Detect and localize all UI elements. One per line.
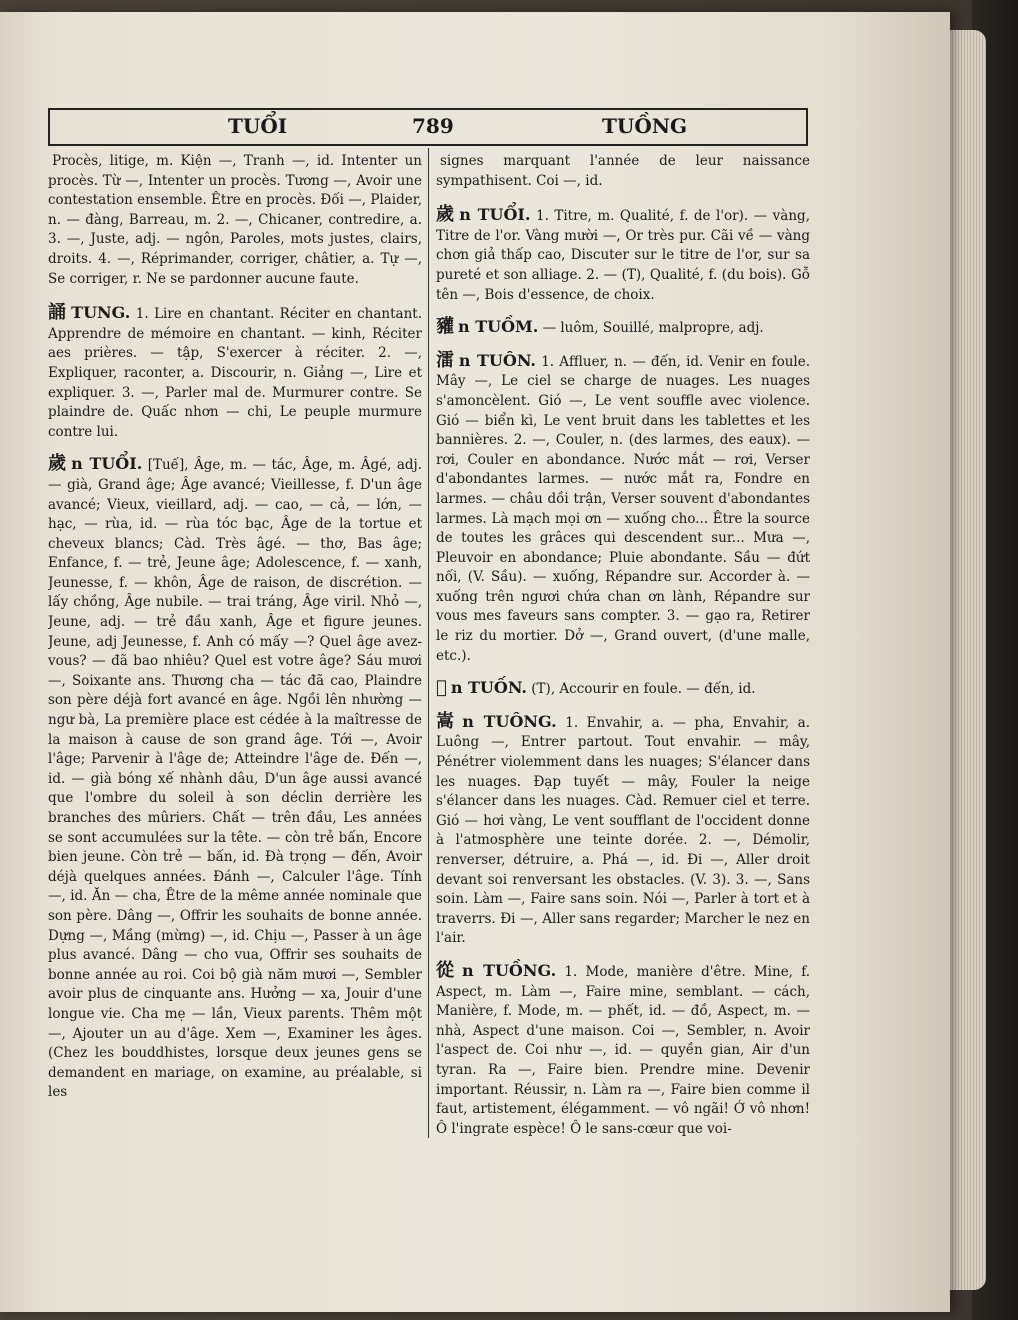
han-character: 㵢 [436,349,455,371]
entry-text: 1. Envahir, a. — pha, Envahir, a. Luông —, Entrer partout. Tout envahir. — mây, Pénétrer violemment dans les nuages; S'élancer dans les nuages. Đạp tuyết — mây, Fouler la neige s'élancer dans les nuages. Càd. Remuer ciel et terre. Gió — hơi vàng, Le vent soufflant de l'occident donne à l'atmosphère une teinte dorée. 2. —, Démolir, renverser, détruire, a. Phá —, id. Đi —, Aller droit devant soi renversant les obstacles. (V. 3). 3. —, Sans soin. Làm —, Faire sans soin. Nói —, Parler à tort et à traverrs. Đi —, Aller sans regarder; Marcher le nez en l'air. [436,714,810,947]
entry-text: (T), Accourir en foule. — đến, id. [531,681,756,698]
headword: n TUỒNG. [461,960,557,980]
han-character: 誦 [48,302,68,324]
entry [436,351,810,667]
entry-text: 1. Lire en chantant. Réciter en chantant. Apprendre de mémoire en chantant. — kinh, Réciter aes prières. — tập, S'exercer à réciter. 2. —, Expliquer, raconter, a. Discourir, n. Giảng —, Lire et expliquer. 3. —, Parler mal de. Murmurer contre. Se plaindre de. Quấc nhơn — chi, Le peuple murmure contre lui. [48,306,422,440]
headword: n TUỔI. [459,205,531,225]
entry [48,454,422,1103]
headword: n TUỐN. [450,678,527,698]
right-column [436,150,810,1140]
entry [436,961,810,1139]
running-header [48,108,808,146]
entry-text: signes marquant l'année de leur naissance sympathisent. Coi —, id. [436,153,810,189]
headword: n TUÔNG. [462,711,557,731]
headword: n TUỔI. [71,454,143,474]
han-character: 歲 [436,204,456,226]
entry-text: 1. Titre, m. Qualité, f. de l'or). — vàng, Titre de l'or. Vàng mười —, Or très pur. Cãi về — vàng chơn giả thấp cao, Discuter sur le titre de l'or, sur sa pureté et son alliage. 2. — (T), Qualité, f. (du bois). Gỗ tên —, Bois d'essence, de choix. [436,208,810,303]
entry [436,150,810,191]
page-number: 789 [412,114,454,138]
entry-text: 1. Mode, manière d'être. Mine, f. Aspect, m. Làm —, Faire mine, semblant. — cách, Manière, f. Mode, m. — phết, id. — đồ, Aspect, m. — nhà, Aspect d'une maison. Coi —, Sembler, n. Avoir l'aspect de. Coi như —, id. — quyền gian, Air d'un tyran. Ra —, Faire bien. Prendre mine. Devenir important. Réussir, n. Làm ra —, Faire bien comme il faut, artistement, élégamment. — vô ngãi! Ớ vô nhơn! Ô l'ingrate espèce! Ô le sans-cœur que voi- [436,963,810,1137]
entry-text: 1. Affluer, n. — đến, id. Venir en foule. Mây —, Le ciel se charge de nuages. Les nuages s'amoncèlent. Gió —, Le vent souffle avec violence. Gió — biển kì, Le vent bruit dans les tablettes et les bannières. 2. —, Couler, n. (des larmes, des eaux). — rơi, Couler en abondance. Nước mắt — rơi, Verser d'abondantes larmes. — nước mắt ra, Fondre en larmes. — châu dồi trận, Verser souvent d'abondantes larmes. Là mạch mọi ơn — xuống cho... Être la source de toutes les grâces qui descendent sur... Mưa —, Pleuvoir en abondance; Pluie abondante. Sầu — đứt nối, (V. Sầu). — xuống, Répandre sur. Accorder à. — xuống trên ngươi chứa chan ơn lành, Répandre sur vous mes faveurs sans compter. 3. — gạo ra, Retirer le riz du mortier. Dở —, Grand ouvert, (d'une malle, etc.). [436,353,810,664]
entry [48,150,422,289]
entry-text: — luôm, Souillé, malpropre, adj. [542,320,764,337]
headword: n TUÔN. [458,350,536,370]
column-divider [428,148,429,1138]
han-character: 䝔 [436,316,454,338]
entry [436,712,810,949]
entry [436,678,810,700]
left-column [48,150,422,1140]
entry [48,303,422,442]
entry-text: [Tuế], Âge, m. — tác, Âge, m. Âgé, adj. — già, Grand âge; Âge avancé; Vieillesse, f. D'un âge avancé; Vieux, vieillard, adj. — cao, — cả, — lớn, — hạc, — rùa, id. — rùa tóc bạc, Âge de la tortue et cheveux blancs; Càd. Très âgé. — thơ, Bas âge; Enfance, f. — trẻ, Jeune âge; Adolescence, f. — xanh, Jeunesse, f. — khôn, Âge de raison, de discrétion. — lấy chồng, Âge nubile. — trai tráng, Âge viril. Nhỏ —, Jeune, adj. — trẻ đầu xanh, Âge et figure jeunes. Jeune, adj Jeunesse, f. Anh có mấy —? Quel âge avez-vous? — đã bao nhiêu? Quel est votre âge? Sáu mươi —, Soixante ans. Thương cha — tác đã cao, Plaindre son père déjà fort avancé en âge. Ngồi lên nhường — ngư bà, La première place est cédée à la maîtresse de la maison à cause de son grand âge. Tới —, Avoir l'âge; Parvenir à l'âge de; Atteindre l'âge de. Đến —, id. — già bóng xế nhành dâu, D'un âge aussi avancé que l'ombre du soleil à son déclin derrière les branches des mûriers. Chất — trên đầu, Les années se sont accumulées sur la tête. — còn trẻ bấn, Encore bien jeune. Còn trẻ — bấn, id. Đà trọng — đến, Avoir déjà quelques années. Đánh —, Calculer l'âge. Tính —, id. Ăn — cha, Être de la même année nominale que son père. Dâng —, Offrir les souhaits de bonne année. Dựng —, Mầng (mừng) —, id. Chịu —, Passer à un âge plus avancé. Dâng — cho vua, Offrir ses souhaits de bonne année au roi. Coi bộ già năm mươi —, Sembler avoir plus de cinquante ans. Hưởng — xa, Jouir d'une longue vie. Cha mẹ — lần, Vieux parents. Thêm một —, Ajouter un au d'âge. Xem —, Examiner les âges. (Chez les bouddhistes, lorsque deux jeunes gens se demandent en mariage, on examine, au préalable, si les [48,457,422,1101]
headword: TUNG. [71,303,131,323]
headword: n TUỒM. [458,317,539,337]
header-right-word: TUỒNG [602,114,688,138]
han-character: 𨅸 [436,677,447,699]
entry [436,317,810,339]
entry [436,205,810,305]
han-character: 嵩 [436,710,459,732]
header-left-word: TUỔI [228,114,288,138]
han-character: 歲 [48,453,68,475]
han-character: 從 [436,959,458,981]
entry-text: Procès, litige, m. Kiện —, Tranh —, id. Intenter un procès. Từ —, Intenter un procès. Tương —, Avoir une contestation ensemble. Être en procès. Đối —, Plaider, n. — đàng, Barreau, m. 2. —, Chicaner, contredire, a. 3. —, Juste, adj. — ngôn, Paroles, mots justes, clairs, droits. 4. —, Réprimander, corriger, châtier, a. Tự —, Se corriger, r. Ne se pardonner aucune faute. [48,153,422,287]
